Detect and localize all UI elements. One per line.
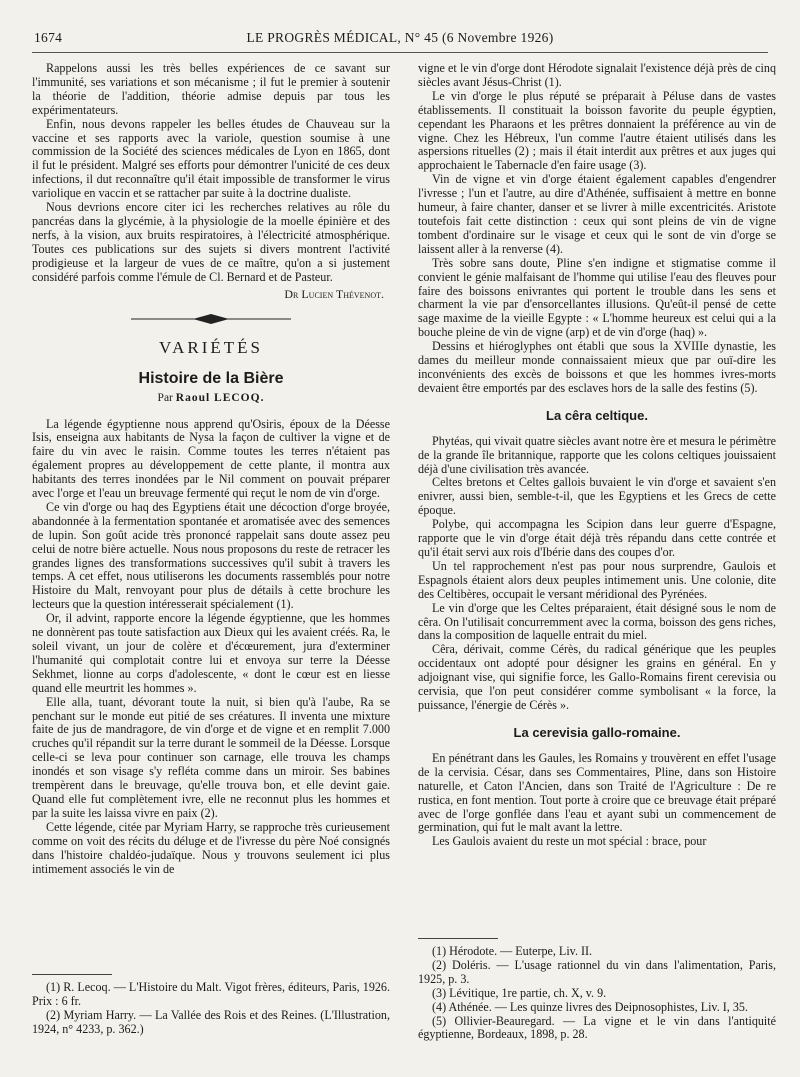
section-heading: VARIÉTÉS <box>159 337 263 357</box>
header-rule <box>32 52 768 53</box>
paragraph: Vin de vigne et vin d'orge étaient également capables d'engendrer l'ivresse ; l'un et l'autre, au dire d'Athénée, suffisaient à mettre en bonne humeur, à faire chanter, danser et se livrer à mille excentricités. Aristote toutefois fait cette distinction : ceux qui sont pleins de vin de vigne tombent d'ordinaire sur le visage et ceux qui le sont de vin d'orge se laissent aller à la renverse (4). <box>418 172 776 256</box>
journal-title: LE PROGRÈS MÉDICAL, N° 45 (6 Novembre 1926) <box>246 30 554 45</box>
author-signature: Dr Lucien Thévenot. <box>284 286 384 301</box>
paragraph: Phytéas, qui vivait quatre siècles avant notre ère et mesura le périmètre de la grande île britannique, rapporte que les colons celtiques jouissaient déjà d'une civilisation très avancée. <box>418 433 776 476</box>
paragraph: Cêra, dérivait, comme Cérès, du radical générique que les peuples occidentaux ont adopté pour désigner les grains en général. En y adjoignant vise, qui signifie force, les Gallo-Romains firent cerevisia ou cervisia, que l'on peut considérer comme symbolisant « la force, la puissance, l'énergie de Cérès ». <box>418 642 776 712</box>
paragraph: Celtes bretons et Celtes gallois buvaient le vin d'orge et savaient s'en enivrer, aussi bien, semble-t-il, que les Egyptiens et les Grecs de cette époque. <box>418 475 776 518</box>
paragraph: Or, il advint, rapporte encore la légende égyptienne, que les hommes ne donnèrent pas toute satisfaction aux Dieux qui les avaient créés. Ra, le soleil vivant, un jour de colère et d'écœurement, jura d'exterminer l'humanité qui complotait contre lui et envoya sur terre la Déesse Sekhmet, lionne au corps d'adolescente, « dont le cœur est en liesse quand elle meurtrit les hommes ». <box>32 611 390 695</box>
footnote: (3) Lévitique, 1re partie, ch. X, v. 9. <box>432 985 607 1000</box>
byline-author: Raoul LECOQ. <box>175 391 265 404</box>
right-column <box>418 61 776 1042</box>
article-title: Histoire de la Bière <box>138 369 284 387</box>
ornament-divider <box>32 312 390 326</box>
subheading: La cerevisia gallo-romaine. <box>513 724 681 740</box>
paragraph: Nous devrions encore citer ici les recherches relatives au rôle du pancréas dans la glycémie, à la physiologie de la moelle épinière et des nerfs, à la vision, aux bruits respiratoires, à l'électricité atmosphérique. Toutes ces publications sur des sujets si divers montrent l'activité prodigieuse et la largeur de vues de ce maître, qu'on a si justement considéré parfois comme l'émule de Cl. Bernard et de Pasteur. <box>32 200 390 284</box>
left-column <box>32 61 390 1036</box>
footnote: (5) Ollivier-Beauregard. — La vigne et le vin dans l'antiquité égyptienne, Bordeaux, 1898, p. 28. <box>418 1013 776 1042</box>
paragraph: En pénétrant dans les Gaules, les Romains y trouvèrent en effet l'usage de la cervisia. César, dans ses Commentaires, Pline, dans son Histoire naturelle, et Caton l'Ancien, dans son Traité de l'Agriculture : De re rustica, en font mention. Tout porte à croire que ce breuvage était préparé avec de l'orge gonflée dans l'eau et ayant subi un commencement de germination, qui fut le malt avant la lettre. <box>418 750 776 835</box>
paragraph: Le vin d'orge que les Celtes préparaient, était désigné sous le nom de cêra. On l'utilisait concurremment avec la corma, boisson des gens riches, dans la composition de laquelle entrait du miel. <box>418 600 776 643</box>
paragraph: Le vin d'orge le plus réputé se préparait à Péluse dans de vastes établissements. Il constituait la boisson favorite du peuple égyptien, cependant les Pharaons et les prêtres donnaient la préférence au vin de vigne. Chez les Hébreux, l'un comme l'autre étaient utilisés dans les aspersions rituelles (2) ; mais il était interdit aux prêtres et aux juges qui approchaient le Tabernacle d'en faire usage (3). <box>418 88 776 173</box>
paragraph: Dessins et hiéroglyphes ont établi que sous la XVIIIe dynastie, les dames du meilleur monde connaissaient mieux que par ouï-dire les inconvénients des excès de boissons et que les hommes ivres-morts devaient être emportés par des esclaves hors de la salle des festins (5). <box>418 339 776 395</box>
footnotes <box>32 964 390 1037</box>
footnote: (1) R. Lecoq. — L'Histoire du Malt. Vigot frères, éditeurs, Paris, 1926. Prix : 6 fr. <box>32 980 390 1008</box>
subheading: La cêra celtique. <box>546 407 648 423</box>
byline <box>32 392 390 404</box>
paragraph: Polybe, qui accompagna les Scipion dans leur guerre d'Espagne, rapporte que le vin d'orge était déjà très répandu dans cette contrée et qu'il était servi aux rois d'Ibérie dans des coupes d'or. <box>418 517 776 559</box>
footnote: (2) Myriam Harry. — La Vallée des Rois et des Reines. (L'Illustration, 1924, n° 4233, p. 362.) <box>32 1007 390 1036</box>
paragraph: Enfin, nous devons rappeler les belles études de Chauveau sur la vaccine et ses rapports avec la variole, question soumise à une commission de la Société des sciences médicales de Lyon en 1865, dont il fut le président. Malgré ses efforts pour démontrer l'unicité de ces deux infections, il dut reconnaître qu'il était impossible de transformer le virus variolique en vaccin et se rattacher par suite à la doctrine dualiste. <box>32 116 390 201</box>
running-header <box>32 30 768 50</box>
paragraph: Rappelons aussi les très belles expériences de ce savant sur l'immunité, ses variations et son mécanisme ; il fut le premier à soutenir la théorie de l'addition, théorie admise depuis par tous les expérimentateurs. <box>32 61 390 117</box>
paragraph: Ce vin d'orge ou haq des Egyptiens était une décoction d'orge broyée, abandonnée à la fermentation spontanée et aromatisée avec des semences de lupin. Son goût acide très prononcé rappelait sans doute assez peu celui de notre bière actuelle. Nous nous proposons du reste de retracer les grandes lignes des transformations successives qu'il subit à travers les temps. A cet effet, nous utiliserons les documents rassemblés pour notre Histoire du Malt, renvoyant pour plus de détails à cette brochure les lecteurs que la question intéresserait spécialement (1). <box>32 499 390 612</box>
page-number: 1674 <box>34 30 63 45</box>
byline-prefix: Par <box>157 391 173 404</box>
paragraph: Un tel rapprochement n'est pas pour nous surprendre, Gaulois et Espagnols étaient alors deux peuples intimement unis. Une colonie, dite des Celtibères, occupait le versant méridional des Pyrénées. <box>418 558 776 601</box>
footnote: (1) Hérodote. — Euterpe, Liv. II. <box>432 944 593 958</box>
paragraph: Elle alla, tuant, dévorant toute la nuit, si bien qu'à l'aube, Ra se penchant sur le monde eut pitié de ses créatures. Il inventa une mixture faite de jus de mandragore, de vin d'orge et de vigne et en remplit 7.000 cruches qu'il répandit sur la terre durant le sommeil de la Déesse. Lorsque celle-ci se leva pour continuer son carnage, elle trouva les champs inondés et son visage s'y refléta comme dans un miroir. Ses babines trempèrent dans le breuvage, qu'elle trouva bon, et elle devint gaie. Quand elle fut complètement ivre, elle ne reconnut plus les hommes et par la suite les laissa vivre en paix (2). <box>32 694 390 820</box>
paragraph: La légende égyptienne nous apprend qu'Osiris, époux de la Déesse Isis, enseigna aux habitants de Nysa la façon de cultiver la vigne et de faire du vin avec le raisin. Comme toutes les terres n'étaient pas également propres au développement de cette plante, il montra aux habitants des terres inondées par le Nil comment on pouvait préparer avec l'orge et l'eau un breuvage fermenté qui reçut le nom de vin d'orge. <box>32 416 390 501</box>
paragraph: Les Gaulois avaient du reste un mot spécial : brace, pour <box>432 834 707 849</box>
paragraph: vigne et le vin d'orge dont Hérodote signalait l'existence déjà près de cinq siècles avant Jésus-Christ (1). <box>418 61 776 89</box>
footnotes <box>418 928 776 1042</box>
footnote: (2) Doléris. — L'usage rationnel du vin dans l'alimentation, Paris, 1925, p. 3. <box>418 957 776 986</box>
footnote-rule <box>418 938 498 939</box>
footnote: (4) Athénée. — Les quinze livres des Deipnosophistes, Liv. I, 35. <box>432 999 748 1014</box>
paragraph: Très sobre sans doute, Pline s'en indigne et stigmatise comme il convient le génie malfaisant de l'homme qui utilise l'eau des fleuves pour faire des boissons enivrantes qui portent le trouble dans les sens et charment la vie par d'ensorcellantes illusions. Qu'eût-il pensé de cette sage maxime de la vieille Egypte : « L'homme heureux est celui qui a la bouche pleine de vin de vigne (arp) et de vin d'orge (haq) ». <box>418 255 776 340</box>
paragraph: Cette légende, citée par Myriam Harry, se rapproche très curieusement comme on voit des récits du déluge et de l'ivresse du père Noé consignés dans l'histoire chaldéo-judaïque. Nous y trouvons seulement ici plus intimement associés le vin de <box>32 819 390 876</box>
footnote-rule <box>32 974 112 975</box>
